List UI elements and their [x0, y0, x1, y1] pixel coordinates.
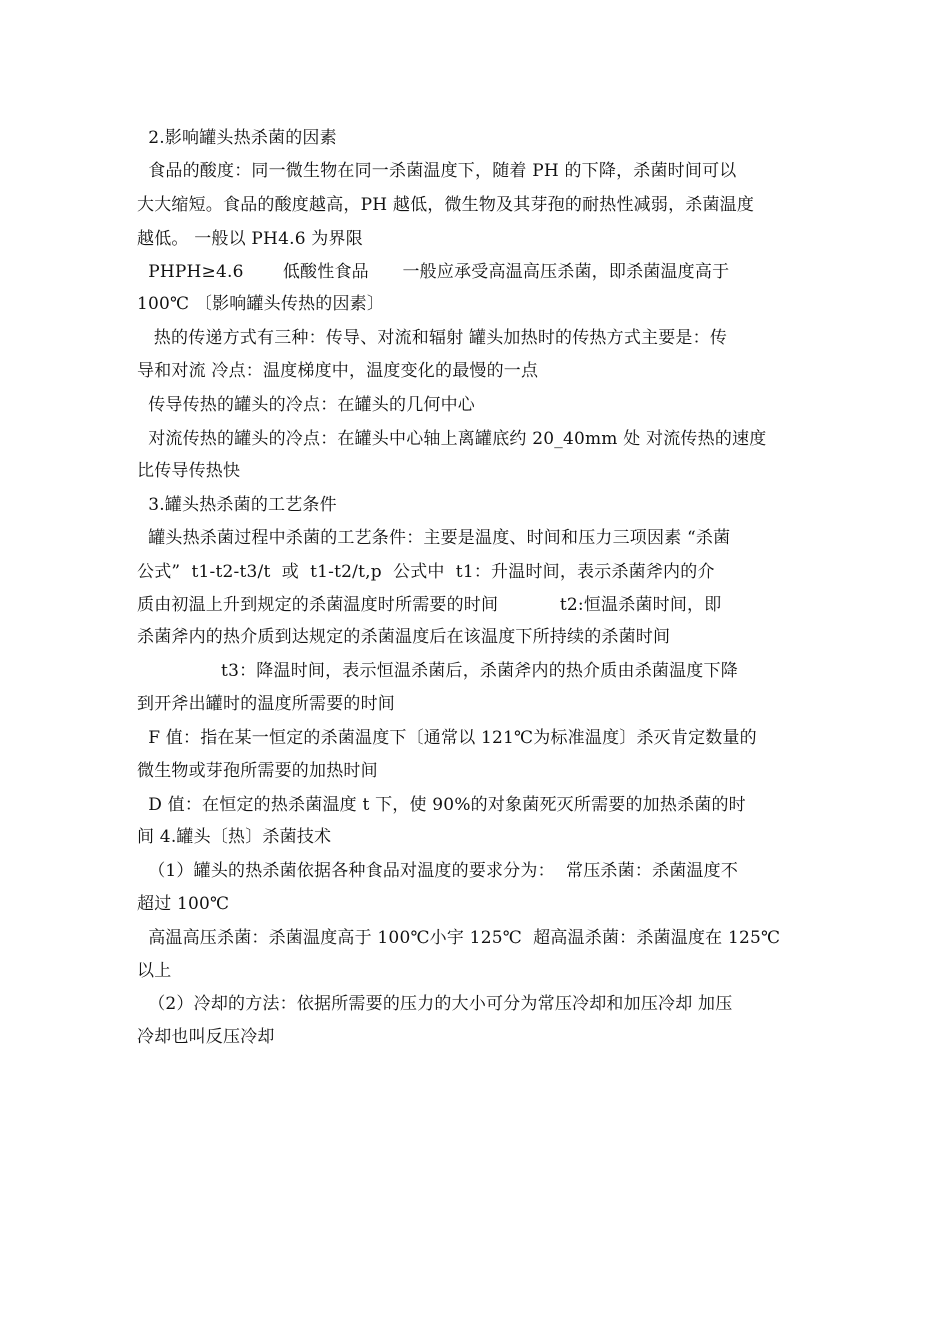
- text-line: 到开斧出罐时的温度所需要的时间: [137, 694, 395, 714]
- text-line: 大大缩短。食品的酸度越高，PH 越低，微生物及其芽孢的耐热性减弱，杀菌温度: [137, 195, 755, 215]
- text-line: 越低。 一般以 PH4.6 为界限: [137, 229, 363, 249]
- text-line: F 值：指在某一恒定的杀菌温度下〔通常以 121℃为标准温度〕杀灭肯定数量的: [137, 728, 757, 748]
- text-line: 比传导传热快: [137, 461, 241, 481]
- text-line: t3：降温时间，表示恒温杀菌后，杀菌斧内的热介质由杀菌温度下降: [137, 661, 738, 681]
- text-line: 公式” t1-t2-t3/t 或 t1-t2/t,p 公式中 t1：升温时间，表示杀菌斧内的介: [137, 562, 715, 582]
- text-line: 冷却也叫反压冷却: [137, 1027, 275, 1047]
- text-line: 间 4.罐头〔热〕杀菌技术: [137, 827, 332, 847]
- text-line: 传导传热的罐头的冷点：在罐头的几何中心: [137, 395, 476, 415]
- text-line: （2）冷却的方法：依据所需要的压力的大小可分为常压冷却和加压冷却 加压: [137, 994, 733, 1014]
- text-line: D 值：在恒定的热杀菌温度 t 下，使 90%的对象菌死灭所需要的加热杀菌的时: [137, 795, 746, 815]
- text-line: 高温高压杀菌：杀菌温度高于 100℃小宇 125℃ 超高温杀菌：杀菌温度在 125℃: [137, 928, 781, 948]
- text-line: （1）罐头的热杀菌依据各种食品对温度的要求分为： 常压杀菌：杀菌温度不: [137, 861, 739, 881]
- text-line: PHPH≥4.6 低酸性食品 一般应承受高温高压杀菌，即杀菌温度高于: [137, 262, 730, 282]
- text-line: 杀菌斧内的热介质到达规定的杀菌温度后在该温度下所持续的杀菌时间: [137, 627, 671, 647]
- text-line: 食品的酸度：同一微生物在同一杀菌温度下，随着 PH 的下降，杀菌时间可以: [137, 161, 737, 181]
- text-line: 热的传递方式有三种：传导、对流和辐射 罐头加热时的传热方式主要是：传: [137, 328, 728, 348]
- text-line: 以上: [137, 961, 172, 981]
- text-line: 质由初温上升到规定的杀菌温度时所需要的时间 t2:恒温杀菌时间，即: [137, 595, 722, 615]
- text-line: 对流传热的罐头的冷点：在罐头中心轴上离罐底约 20_40mm 处 对流传热的速度: [137, 429, 767, 449]
- text-line: 超过 100℃: [137, 894, 230, 914]
- text-line: 微生物或芽孢所需要的加热时间: [137, 761, 378, 781]
- text-line: 导和对流 冷点：温度梯度中，温度变化的最慢的一点: [137, 361, 539, 381]
- text-line: 3.罐头热杀菌的工艺条件: [137, 495, 337, 515]
- text-line: 2.影响罐头热杀菌的因素: [137, 128, 337, 148]
- text-line: 100℃ 〔影响罐头传热的因素〕: [137, 294, 385, 314]
- text-line: 罐头热杀菌过程中杀菌的工艺条件：主要是温度、时间和压力三项因素 “杀菌: [137, 528, 731, 548]
